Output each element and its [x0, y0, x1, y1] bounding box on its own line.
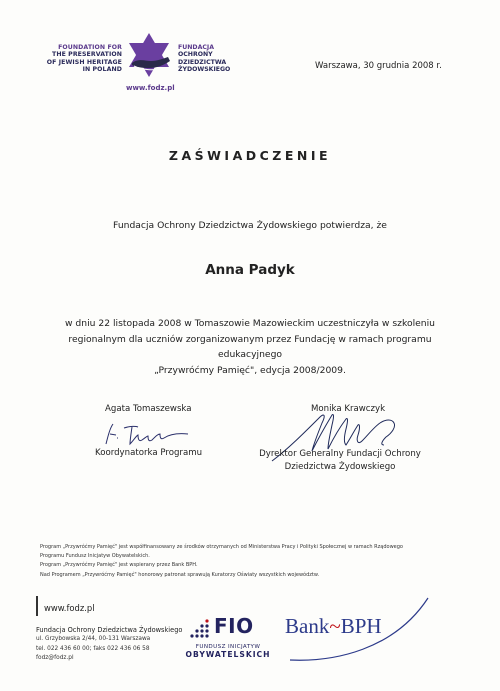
right-signatory-name: Monika Krawczyk: [311, 404, 386, 414]
body-line: edukacyjnego: [217, 349, 283, 360]
bank-bph-logo: [285, 614, 382, 639]
bph-logo-word: BPH: [340, 614, 382, 638]
note-line: Programu Fundusz Inicjatyw Obywatelskich.: [40, 553, 150, 560]
recipient-name: Anna Padyk: [205, 262, 295, 278]
logo-line: FUNDACJA: [178, 44, 214, 51]
role-line: Dyrektor Generalny Fundacji Ochrony: [259, 449, 421, 459]
bank-logo-word: Bank: [285, 614, 330, 638]
right-signatory-role: [255, 448, 425, 474]
logo-line: FOUNDATION FOR: [58, 44, 122, 51]
note-line: Program „Przywróćmy Pamięć" jest wspierany przez Bank BPH.: [40, 562, 198, 569]
logo-line: IN POLAND: [82, 65, 122, 73]
logo-line: OF JEWISH HERITAGE: [46, 58, 122, 66]
foundation-logo-text-en: [40, 44, 122, 73]
logo-line: DZIEDZICTWA: [178, 58, 227, 66]
bph-tilde-icon: ~: [329, 614, 341, 638]
left-signatory-name: Agata Tomaszewska: [105, 404, 192, 414]
left-handwritten-signature: [100, 418, 195, 452]
role-line: Dziedzictwa Żydowskiego: [284, 462, 396, 472]
body-line: regionalnym dla uczniów zorganizowanym przez Fundację w ramach programu: [68, 333, 432, 345]
footer-org-name: Fundacja Ochrony Dziedzictwa Żydowskiego: [36, 626, 183, 634]
logo-line: ŻYDOWSKIEGO: [178, 65, 231, 73]
foundation-logo-text-pl: [178, 44, 248, 73]
fio-dots-icon: [186, 618, 212, 638]
left-signatory-role: Koordynatorka Programu: [95, 448, 203, 458]
star-of-david-with-hand-icon: [124, 30, 174, 80]
fio-sub-line: FUNDUSZ INICJATYW: [195, 644, 261, 650]
address-line: tel. 022 436 60 00; faks 022 436 06 58: [36, 645, 150, 652]
certificate-body: [38, 316, 462, 378]
note-line: Nad Programem „Przywróćmy Pamięć" honorowy patronat sprawują Kuratorzy Oświaty wszystkich województw.: [40, 571, 320, 578]
document-date: Warszawa, 30 grudnia 2008 r.: [315, 61, 442, 71]
footer-url: www.fodz.pl: [44, 603, 95, 613]
document-title: ZAŚWIADCZENIE: [168, 148, 332, 163]
fio-logo: FIO: [214, 614, 254, 638]
note-line: Program „Przywróćmy Pamięć" jest współfinansowany ze środków otrzymanych od Ministerstwa Pracy i Polityki Społecznej w ramach Rządowego: [40, 544, 403, 550]
program-notes: [40, 543, 470, 580]
logo-line: OCHRONY: [178, 51, 213, 59]
body-line: w dniu 22 listopada 2008 w Tomaszowie Mazowieckim uczestniczyła w szkoleniu: [65, 318, 435, 329]
body-line: „Przywróćmy Pamięć", edycja 2008/2009.: [154, 364, 346, 376]
footer-address: [36, 626, 186, 663]
address-line: ul. Grzybowska 2/44, 00-131 Warszawa: [36, 636, 151, 643]
address-line: fodz@fodz.pl: [36, 654, 74, 661]
logo-line: THE PRESERVATION: [52, 51, 122, 59]
fio-logo-subtitle: [184, 644, 272, 658]
footer-divider: [36, 596, 38, 616]
logo-url: www.fodz.pl: [126, 84, 175, 92]
fio-sub-line: OBYWATELSKICH: [185, 650, 271, 659]
confirmation-line: Fundacja Ochrony Dziedzictwa Żydowskiego potwierdza, że: [113, 220, 387, 231]
